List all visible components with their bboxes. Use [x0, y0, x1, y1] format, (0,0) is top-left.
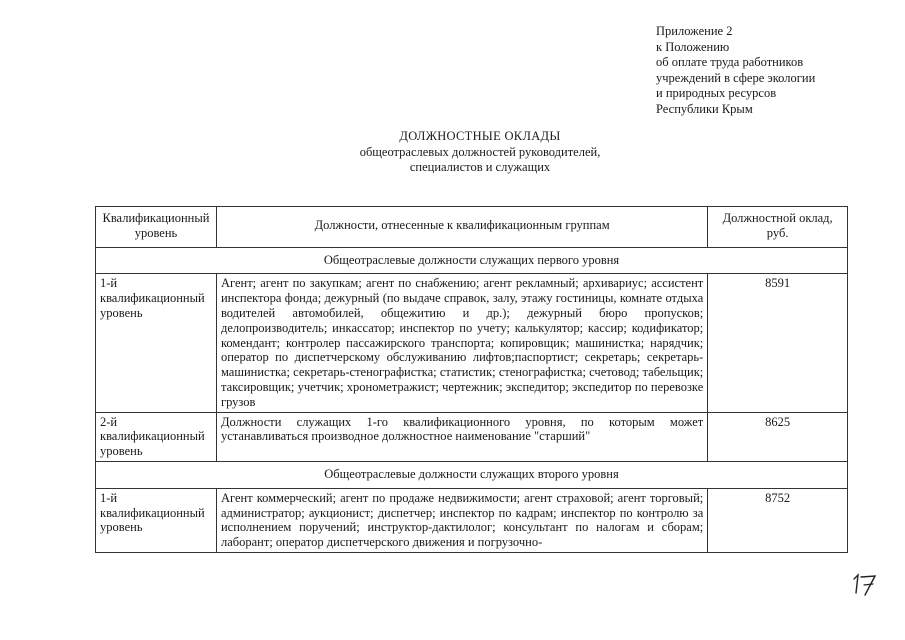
appendix-line: об оплате труда работников — [656, 55, 804, 69]
table-header-row — [96, 207, 848, 248]
salary-cell: 8625 — [708, 412, 848, 461]
appendix-line: учреждений в сфере экологии — [656, 70, 816, 85]
appendix-line: к Положению — [656, 39, 730, 54]
page-subtitle-line: общеотраслевых должностей руководителей, — [359, 144, 601, 159]
appendix-block — [656, 24, 896, 117]
table-row — [96, 412, 848, 461]
table-row — [96, 274, 848, 412]
group-title: Общеотраслевые должности служащих второго уровня — [96, 461, 848, 488]
document-heading — [250, 129, 710, 176]
positions-cell: Агент коммерческий; агент по продаже недвижимости; агент страховой; агент торговый; администратор; аукционист; диспетчер; инспектор по кадрам; инспектор по контролю за исполнением поручений; инструктор-дактилолог; консультант по налогам и сборам; лаборант; оператор диспетчерского движения и погрузочно- — [216, 488, 707, 552]
salary-cell: 8591 — [708, 274, 848, 412]
positions-cell: Агент; агент по закупкам; агент по снабжению; агент рекламный; архивариус; ассистент инспектора фонда; дежурный (по выдаче справок, залу, этажу гостиницы, комнате отдыха водителей автомобилей, общежитию и др.); дежурный бюро пропусков; делопроизводитель; инкассатор; инспектор по учету; калькулятор; кассир; кодификатор; комендант; контролер пассажирского транспорта; копировщик; машинистка; нарядчик; оператор по диспетчерскому обслуживанию лифтов;паспортист; секретарь; секретарь-машинистка; секретарь-стенографистка; статистик; стенографистка; счетовод; табельщик; таксировщик; учетчик; хронометражист; чертежник; экспедитор; экспедитор по перевозке грузов — [216, 274, 707, 412]
table-row — [96, 488, 848, 552]
appendix-line: Приложение 2 — [656, 24, 733, 38]
page-subtitle-line: специалистов и служащих — [409, 160, 551, 174]
positions-cell: Должности служащих 1-го квалификационного уровня, по которым может устанавливаться производное должностное наименование "старший" — [216, 412, 707, 461]
appendix-line: Республики Крым — [656, 101, 753, 116]
level-cell: 1-й квалификационный уровень — [96, 488, 217, 552]
header-positions: Должности, отнесенные к квалификационным группам — [216, 207, 707, 248]
level-cell: 2-й квалификационный уровень — [96, 412, 217, 461]
group-row — [96, 247, 848, 274]
header-salary: Должностной оклад, руб. — [708, 207, 848, 248]
salary-cell: 8752 — [708, 488, 848, 552]
group-title: Общеотраслевые должности служащих первого уровня — [96, 247, 848, 274]
appendix-line: и природных ресурсов — [656, 86, 777, 100]
page-title: ДОЛЖНОСТНЫЕ ОКЛАДЫ — [399, 129, 561, 143]
level-cell: 1-й квалификационный уровень — [96, 274, 217, 412]
handwritten-page-number — [851, 571, 881, 599]
group-row — [96, 461, 848, 488]
header-level: Квалификационный уровень — [96, 207, 217, 248]
salary-table — [95, 206, 848, 553]
